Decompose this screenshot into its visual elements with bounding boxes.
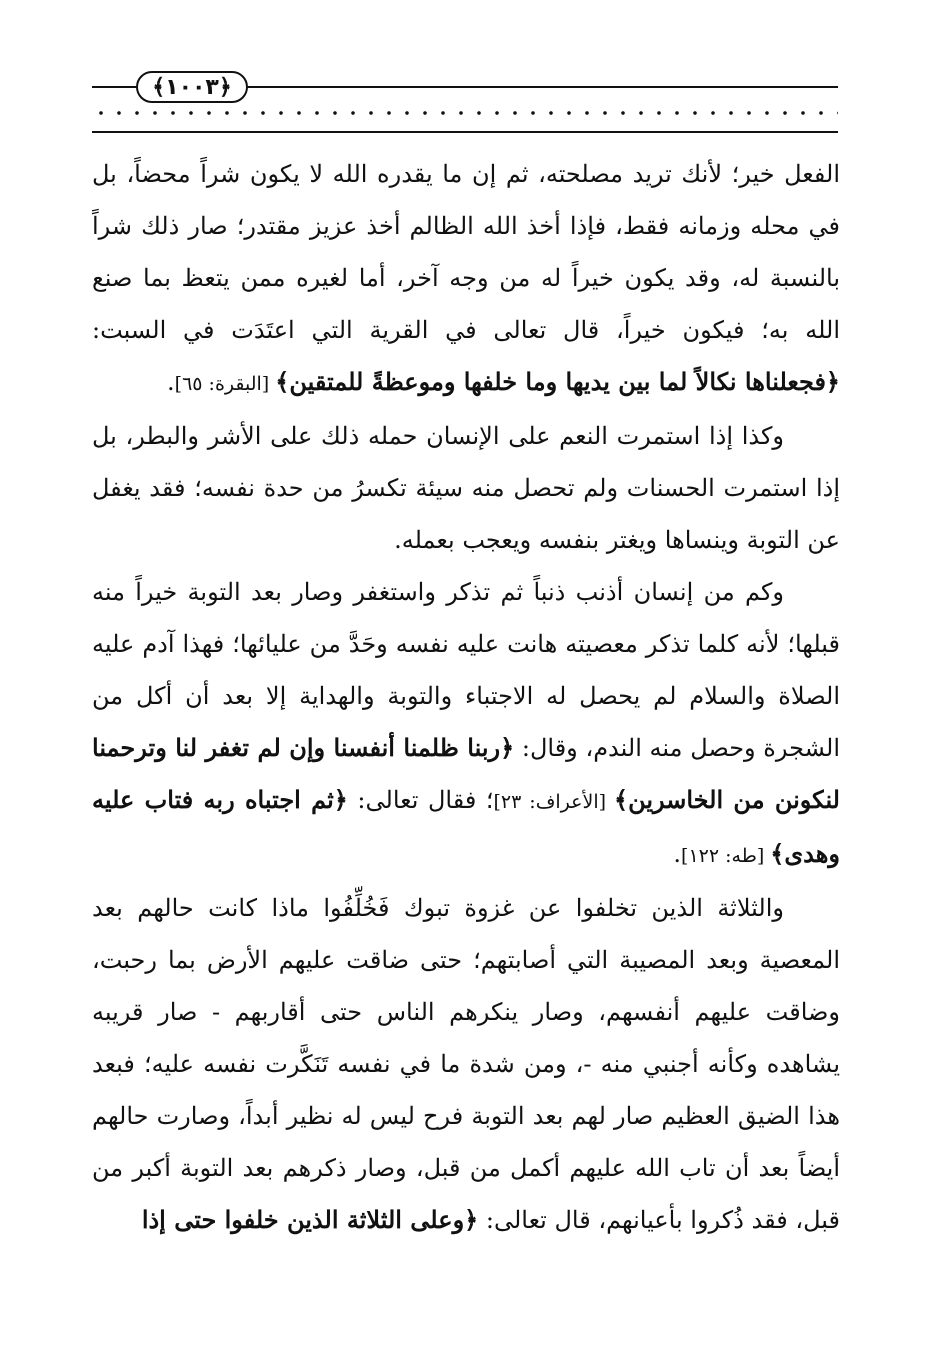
- paragraph-1-end: .: [167, 368, 175, 396]
- paragraph-4-text: والثلاثة الذين تخلفوا عن غزوة تبوك فَخُلِّفُوا ماذا كانت حالهم بعد المعصية وبعد المصيبة التي أصابتهم؛ حتى ضاقت عليهم الأرض بما رحبت، وضاقت عليهم أنفسهم، وصار ينكرهم الناس حتى أقاربهم - صار قريبه يشاهده وكأنه أجنبي منه -، ومن شدة ما في نفسه تَنَكَّرت نفسه عليه؛ فبعد هذا الضيق العظيم صار لهم بعد التوبة فرح ليس له نظير أبداً، وصارت حالهم أيضاً بعد أن تاب الله عليهم أكمل من قبل، وصار ذكرهم بعد التوبة أكبر من قبل، فقد ذُكروا بأعيانهم، قال تعالى:: [92, 894, 840, 1234]
- page-number: ﴿١٠٠٣﴾: [136, 71, 248, 103]
- paragraph-2-text: وكذا إذا استمرت النعم على الإنسان حمله ذلك على الأشر والبطر، بل إذا استمرت الحسنات ولم تحصل منه سيئة تكسرُ من حدة نفسه؛ فقد يغفل عن التوبة وينساها ويغتر بنفسه ويعجب بعمله.: [92, 422, 840, 554]
- quran-verse: ﴿ربنا ظلمنا أنفسنا وإن لم تغفر لنا وترحمنا لنكونن من الخاسرين﴾: [92, 733, 840, 814]
- paragraph-3-end: .: [673, 840, 682, 868]
- header-bottom-rule: [92, 131, 838, 133]
- paragraph-1: [92, 148, 840, 410]
- quran-verse: ﴿فجعلناها نكالاً لما بين يديها وما خلفها وموعظةً للمتقين﴾: [275, 367, 840, 396]
- header-dotted-divider: [92, 110, 838, 116]
- paragraph-4: [92, 882, 840, 1246]
- paragraph-3: [92, 566, 840, 882]
- paragraph-3-text-cont: ؛ فقال تعالى:: [347, 786, 494, 814]
- paragraph-3-text: وكم من إنسان أذنب ذنباً ثم تذكر واستغفر وصار بعد التوبة خيراً منه قبلها؛ لأنه كلما تذكر معصيته هانت عليه نفسه وحَدَّ من عليائها؛ فهذا آدم عليه الصلاة والسلام لم يحصل له الاجتباء والتوبة والهداية إلا بعد أن أكل من الشجرة وحصل منه الندم، وقال:: [92, 578, 841, 762]
- page-body: [92, 148, 840, 1246]
- page-header: [92, 58, 838, 138]
- verse-citation: [البقرة: ٦٥]: [174, 373, 276, 395]
- paragraph-2: [92, 410, 840, 566]
- quran-verse: ﴿ثم اجتباه ربه فتاب عليه وهدى﴾: [92, 785, 840, 868]
- quran-verse: ﴿وعلى الثلاثة الذين خلفوا حتى إذا: [141, 1205, 479, 1234]
- verse-citation: [طه: ١٢٢]: [681, 845, 771, 867]
- verse-citation: [الأعراف: ٢٣]: [493, 791, 614, 813]
- paragraph-1-text: الفعل خير؛ لأنك تريد مصلحته، ثم إن ما يقدره الله لا يكون شراً محضاً، بل في محله وزمانه فقط، فإذا أخذ الله الظالم أخذ عزيز مقتدر؛ صار ذلك شراً بالنسبة له، وقد يكون خيراً له من وجه آخر، أما لغيره ممن يتعظ بما صنع الله به؛ فيكون خيراً، قال تعالى في القرية التي اعتَدَت في السبت:: [92, 160, 841, 344]
